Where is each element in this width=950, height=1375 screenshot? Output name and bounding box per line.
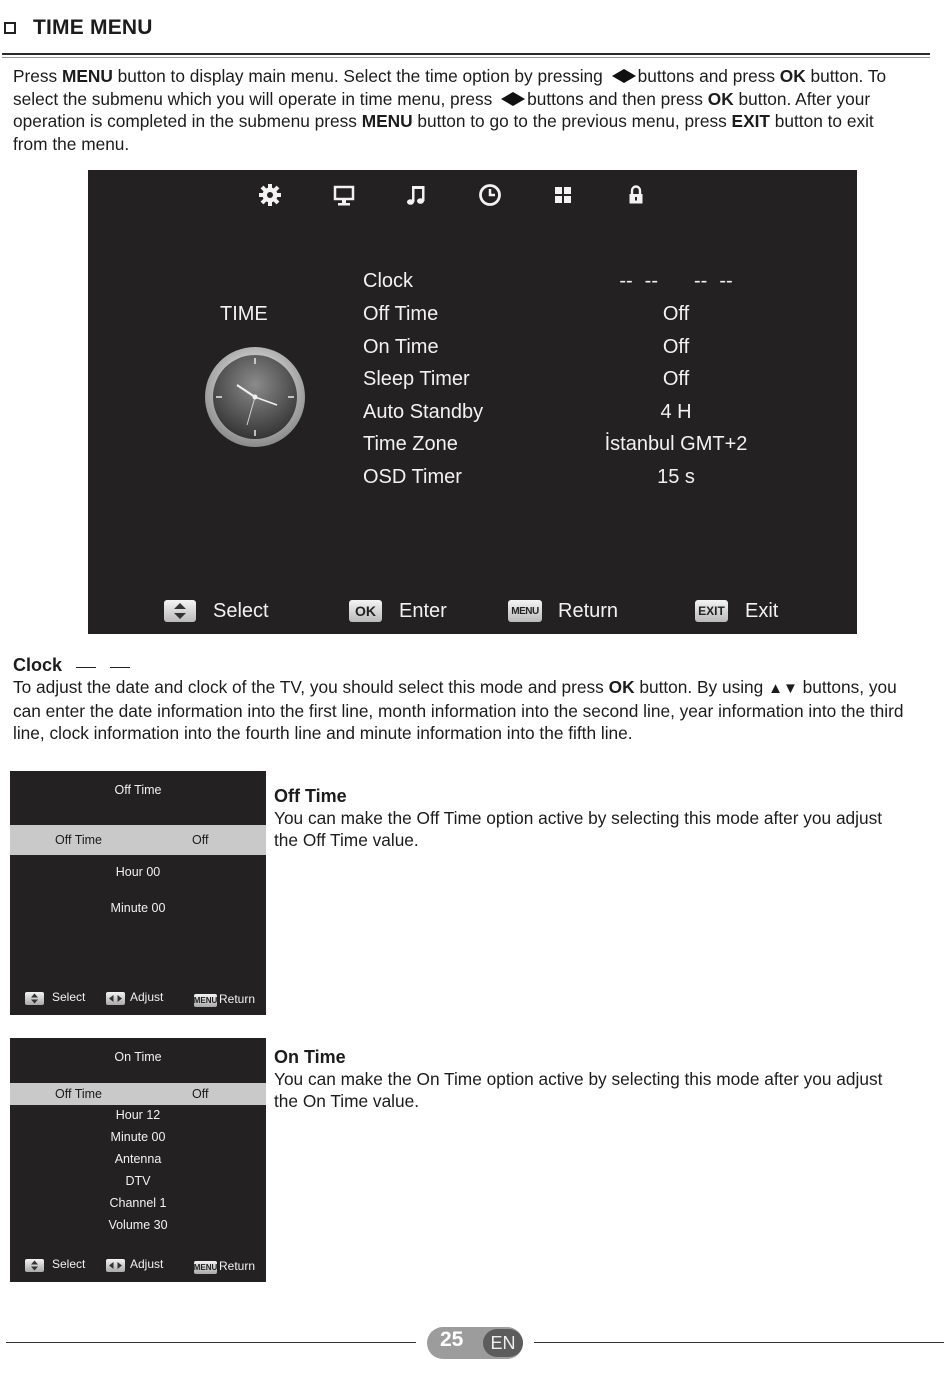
menu-item-sleep-timer[interactable]: Sleep Timer <box>363 368 470 390</box>
menu-item-auto-standby[interactable]: Auto Standby <box>363 401 484 423</box>
menu-item-on-time[interactable]: On Time <box>363 336 439 358</box>
monitor-icon[interactable] <box>329 180 359 210</box>
off-time-submenu <box>10 771 266 1015</box>
footer-enter-label: Enter <box>399 600 447 622</box>
menu-key-icon: MENU <box>193 996 218 1005</box>
clock-section <box>13 655 913 744</box>
submenu-highlighted-row[interactable]: Off Time Off <box>10 825 266 855</box>
right-arrow-icon <box>513 92 525 106</box>
submenu-adjust-label: Adjust <box>130 1257 164 1271</box>
menu-key-icon: MENU <box>508 600 542 622</box>
intro-paragraph: Press MENU button to display main menu. Select the time option by pressing buttons and press OK button. To select the submenu which you will operate in time menu, press buttons and then press OK button. After your operation is completed in the submenu press MENU button to go to the previous menu, press EXIT button to exit from the menu. <box>13 66 887 154</box>
up-down-key-icon <box>25 1259 44 1272</box>
menu-key-icon: MENU <box>193 1263 218 1272</box>
gear-icon[interactable] <box>255 180 285 210</box>
submenu-row-minute[interactable]: Minute 00 <box>110 1130 166 1144</box>
tv-time-menu-screen: TIME Clock -- -- -- -- Off Time Off On Time Off Sleep Timer Off Auto Standby 4 H Time Zone İstanbul GMT+2 OSD Timer 15 s Select OK Enter MENU Return EXIT Exit <box>88 170 857 634</box>
left-arrow-icon <box>612 69 624 83</box>
clock-description: To adjust the date and clock of the TV, you should select this mode and press OK button. By using ▲▼ buttons, you can enter the date information into the first line, month information into the second line, year information into the third line, clock information into the fourth line and minute information into the fifth line. <box>13 677 904 743</box>
submenu-select-label: Select <box>52 1257 86 1271</box>
submenu-adjust-label: Adjust <box>130 990 164 1004</box>
menu-item-time-zone[interactable]: Time Zone <box>363 433 458 455</box>
lock-icon[interactable] <box>621 180 651 210</box>
page-number: 25 <box>440 1328 464 1351</box>
menu-key-text: MENU <box>61 66 113 86</box>
exit-key-icon: EXIT <box>695 600 728 622</box>
on-time-submenu <box>10 1038 266 1282</box>
menu-category-label: TIME <box>220 303 268 325</box>
submenu-highlighted-row[interactable]: Off Time Off <box>10 1083 266 1105</box>
up-down-arrows-icon: ▲▼ <box>768 680 798 697</box>
submenu-title: Off Time <box>114 783 162 797</box>
footer-return-label: Return <box>558 600 619 622</box>
on-time-text: You can make the On Time option active by selecting this mode after you adjust the On Time value. <box>274 1069 883 1111</box>
submenu-title: On Time <box>114 1050 162 1064</box>
section-title-on-time: On Time <box>274 1047 346 1067</box>
menu-item-clock[interactable]: Clock <box>363 270 414 292</box>
submenu-row-volume[interactable]: Volume 30 <box>108 1218 168 1232</box>
on-time-description <box>274 1047 894 1112</box>
submenu-select-label: Select <box>52 990 86 1004</box>
checkbox-square-icon <box>4 22 16 34</box>
section-title-off-time: Off Time <box>274 786 347 806</box>
clock-icon[interactable] <box>475 180 505 210</box>
left-arrow-icon <box>501 92 513 106</box>
right-arrow-icon <box>624 69 636 83</box>
footer-select-label: Select <box>213 600 269 622</box>
up-down-key-icon <box>25 992 44 1005</box>
footer-rule-right <box>534 1342 944 1343</box>
left-right-key-icon <box>106 992 125 1005</box>
page-title: TIME MENU <box>33 16 153 39</box>
submenu-row-channel[interactable]: Channel 1 <box>109 1196 167 1210</box>
section-title-clock: Clock <box>13 655 63 675</box>
menu-item-off-time[interactable]: Off Time <box>363 303 439 325</box>
submenu-row-mode[interactable]: DTV <box>125 1174 151 1188</box>
ok-key-icon: OK <box>349 600 382 622</box>
blank-line <box>76 667 96 668</box>
grid-icon[interactable] <box>548 180 578 210</box>
clock-face-icon <box>203 345 307 449</box>
footer-rule-left <box>6 1342 416 1343</box>
submenu-return-label: Return <box>219 1259 256 1273</box>
footer-exit-label: Exit <box>745 600 779 622</box>
left-right-key-icon <box>106 1259 125 1272</box>
header-divider <box>2 53 930 55</box>
submenu-return-label: Return <box>219 992 256 1006</box>
blank-line <box>110 667 130 668</box>
submenu-row-minute[interactable]: Minute 00 <box>110 901 166 915</box>
up-down-key-icon <box>164 600 196 622</box>
menu-item-osd-timer[interactable]: OSD Timer <box>363 466 462 488</box>
submenu-row-hour[interactable]: Hour 12 <box>115 1108 161 1122</box>
submenu-row-hour[interactable]: Hour 00 <box>115 865 161 879</box>
off-time-description <box>274 786 894 851</box>
submenu-row-source[interactable]: Antenna <box>114 1152 162 1166</box>
language-badge: EN <box>483 1329 523 1357</box>
music-note-icon[interactable] <box>401 180 431 210</box>
off-time-text: You can make the Off Time option active by selecting this mode after you adjust the Off Time value. <box>274 808 883 850</box>
header-divider-thin <box>2 57 930 58</box>
